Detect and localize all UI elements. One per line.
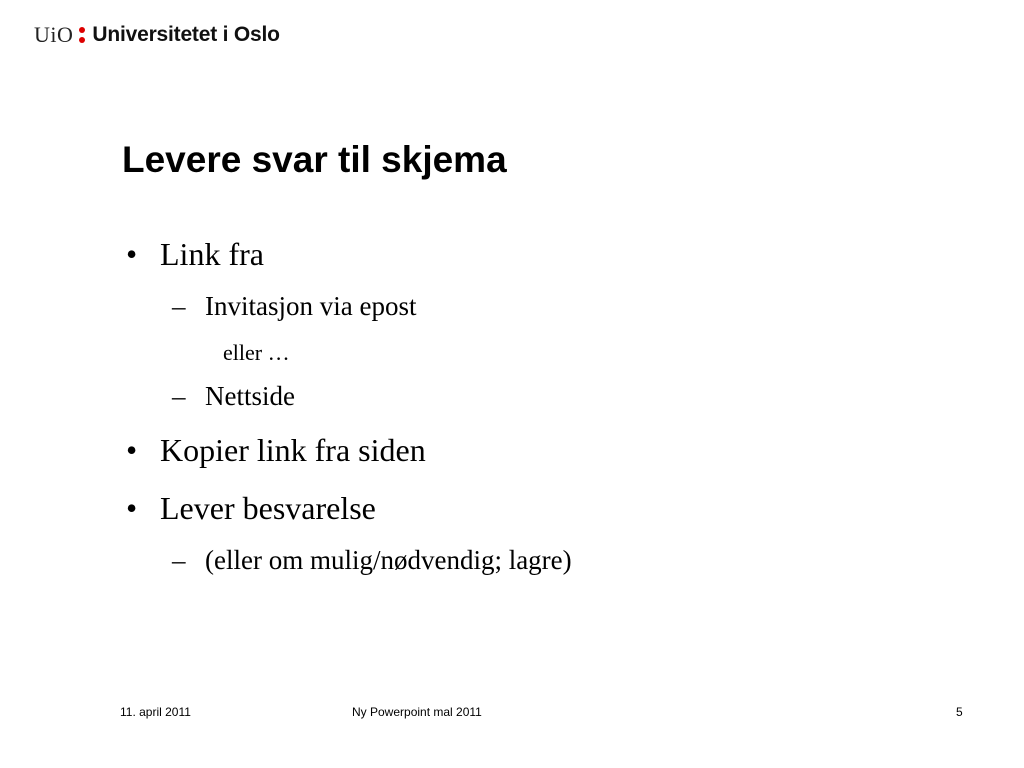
bullet-item-lever-besvarelse: Lever besvarelse <box>160 490 376 526</box>
slide-title: Levere svar til skjema <box>122 139 507 180</box>
logo-short-text: UiO <box>34 22 74 47</box>
sub-bullet-marker: – <box>172 545 186 575</box>
bullet-item-kopier-link: Kopier link fra siden <box>160 432 426 468</box>
sub-bullet-marker: – <box>172 381 186 411</box>
sub-bullet-invitasjon: Invitasjon via epost <box>205 291 417 321</box>
logo-university-name: Universitetet i Oslo <box>92 23 280 46</box>
footer-center-text: Ny Powerpoint mal 2011 <box>352 705 482 719</box>
footer-date: 11. april 2011 <box>120 705 191 719</box>
bullet-marker: • <box>126 432 138 468</box>
footer-page-number: 5 <box>956 705 963 719</box>
sub-bullet-marker: – <box>172 291 186 321</box>
sub-bullet-eller-lagre: (eller om mulig/nødvendig; lagre) <box>205 545 572 575</box>
bullet-marker: • <box>126 490 138 526</box>
bullet-marker: • <box>126 236 138 272</box>
sub-sub-item-eller: eller … <box>223 340 290 365</box>
sub-bullet-nettside: Nettside <box>205 381 295 411</box>
bullet-item-link-fra: Link fra <box>160 236 264 272</box>
